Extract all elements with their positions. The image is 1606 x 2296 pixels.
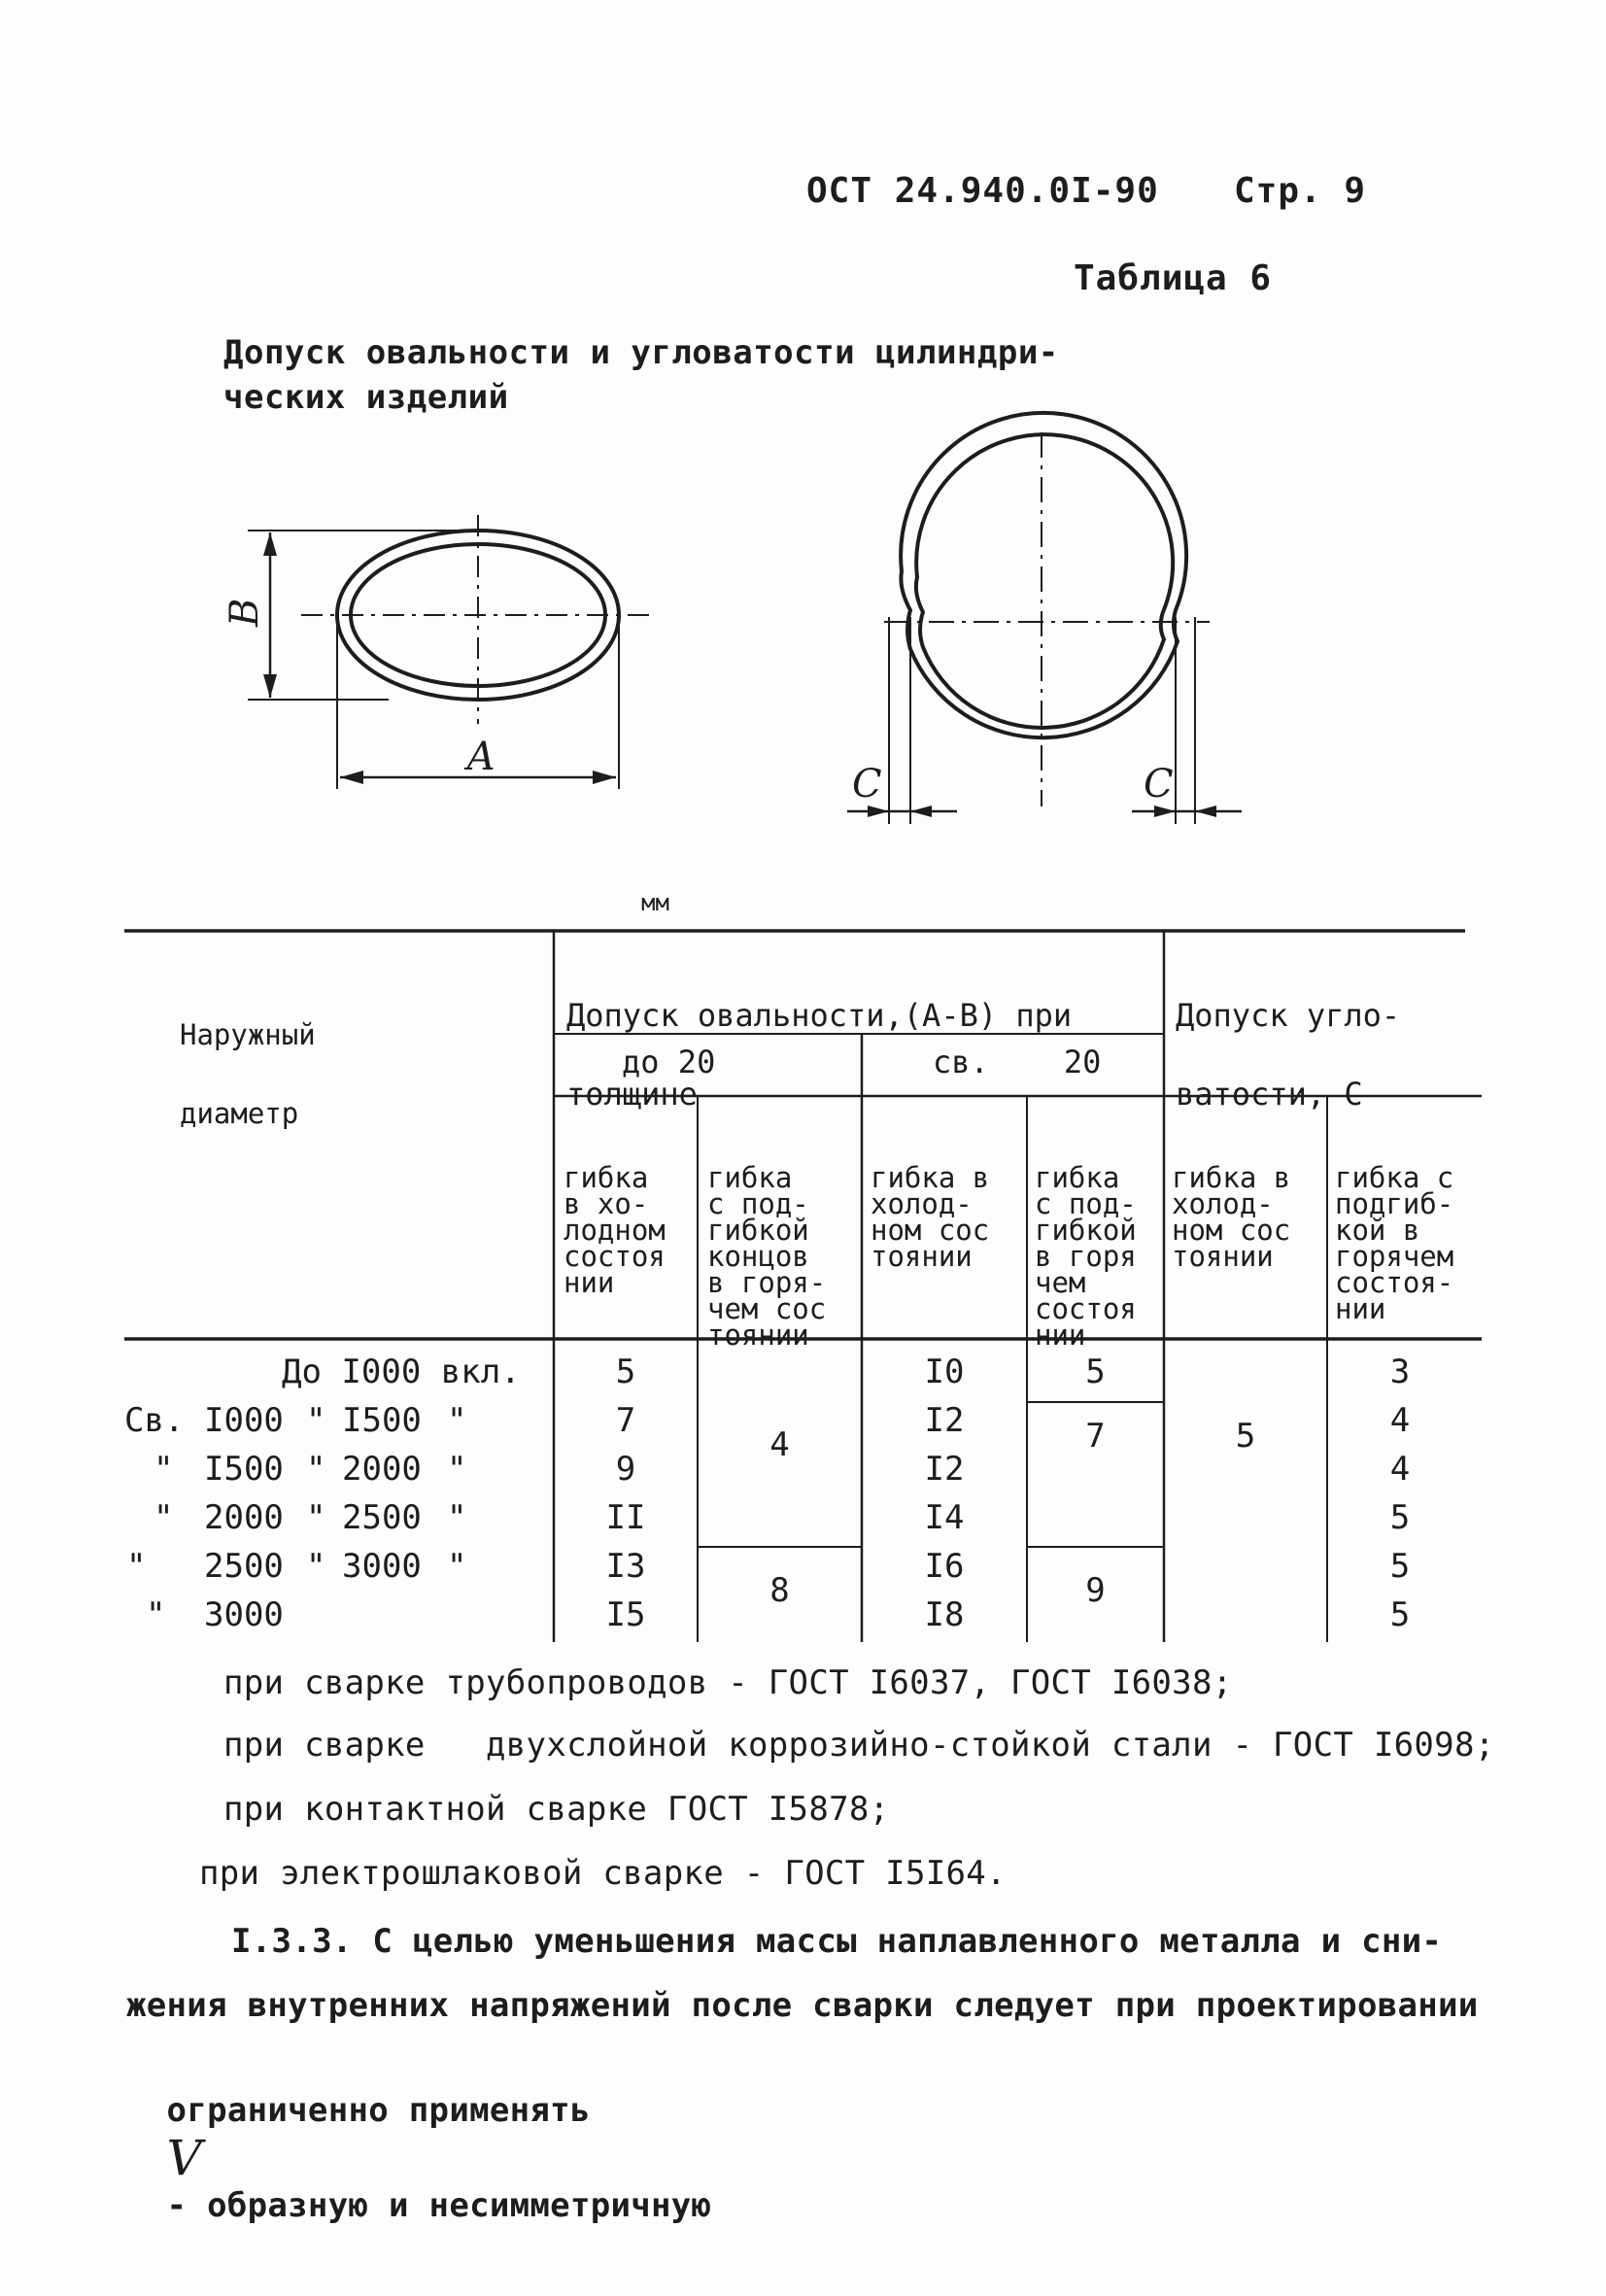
diameter-to: I500 bbox=[342, 1401, 422, 1440]
diameter-ditto: " bbox=[306, 1547, 326, 1586]
merged-hot-over20-b: 7 bbox=[1085, 1417, 1106, 1456]
diameter-prefix: Св. bbox=[124, 1401, 185, 1440]
merged-hot-over20-a: 5 bbox=[1085, 1353, 1106, 1391]
merged-hot-over20-c: 9 bbox=[1085, 1571, 1106, 1610]
header-hot-bending-3: гибка с подгиб- кой в горячем состоя- нии bbox=[1335, 1161, 1454, 1325]
header-ovality-tolerance: Допуск овальности,(А-В) при толщине bbox=[566, 997, 1073, 1113]
welding-standard-line-2: при сварке двухслойной коррозийно-стойкой стали - ГОСТ I6098; bbox=[223, 1726, 1495, 1765]
page-number: Стр. 9 bbox=[1234, 171, 1367, 211]
cell-cold-over20: I0 bbox=[924, 1353, 965, 1391]
diameter-ditto: " bbox=[306, 1498, 326, 1537]
diameter-ditto-end: " bbox=[447, 1450, 467, 1489]
label-a: А bbox=[466, 735, 496, 779]
cell-cold-over20: I2 bbox=[924, 1450, 965, 1489]
diameter-from: I000 bbox=[204, 1401, 284, 1440]
diameter-from: 2000 bbox=[204, 1498, 284, 1537]
header-cold-bending-3: гибка в холод- ном сос тоянии bbox=[1172, 1161, 1291, 1273]
diameter-prefix: " bbox=[154, 1450, 174, 1489]
cell-hot-angularity: 5 bbox=[1389, 1498, 1411, 1537]
diameter-from: I500 bbox=[204, 1450, 284, 1489]
oval-figure bbox=[248, 515, 656, 789]
circle-figure bbox=[847, 413, 1242, 824]
cell-cold-to20: II bbox=[605, 1498, 646, 1537]
diameter-from: 2500 bbox=[204, 1547, 284, 1586]
cell-cold-over20: I4 bbox=[924, 1498, 965, 1537]
cell-hot-angularity: 5 bbox=[1389, 1595, 1411, 1634]
welding-standard-line-3: при контактной сварке ГОСТ I5878; bbox=[223, 1790, 890, 1829]
cell-hot-angularity: 3 bbox=[1389, 1353, 1411, 1391]
header-hot-bending-2: гибка с под- гибкой в горя чем состоя нии bbox=[1035, 1161, 1137, 1352]
caption-line-2: ческих изделий bbox=[223, 378, 509, 417]
header-thickness-to-20: до 20 bbox=[622, 1044, 716, 1080]
merged-hot-to20-b: 8 bbox=[769, 1571, 790, 1610]
diameter-ditto-end: " bbox=[447, 1547, 467, 1586]
caption-line-1: Допуск овальности и угловатости цилиндри- bbox=[223, 333, 1059, 372]
header-cold-bending-2: гибка в холод- ном сос тоянии bbox=[871, 1161, 990, 1273]
diameter-from: 3000 bbox=[204, 1595, 284, 1634]
table-label: Таблица 6 bbox=[1074, 258, 1273, 298]
paragraph-line-1: I.3.3. С целью уменьшения массы наплавленного металла и сни- bbox=[231, 1922, 1443, 1961]
merged-hot-to20-a: 4 bbox=[769, 1425, 790, 1464]
diameter-prefix: " bbox=[126, 1547, 147, 1586]
label-c-right: С bbox=[1144, 762, 1174, 806]
diameter-to: 2500 bbox=[342, 1498, 422, 1537]
cell-cold-to20: I3 bbox=[605, 1547, 646, 1586]
cell-cold-over20: I2 bbox=[924, 1401, 965, 1440]
cell-cold-over20: I6 bbox=[924, 1547, 965, 1586]
diameter-ditto: " bbox=[306, 1450, 326, 1489]
cell-cold-to20: 5 bbox=[615, 1353, 636, 1391]
diameter-range: До I000 вкл. bbox=[282, 1353, 521, 1391]
diameter-to: 2000 bbox=[342, 1450, 422, 1489]
v-symbol: V bbox=[166, 2130, 202, 2186]
diameter-ditto: " bbox=[306, 1401, 326, 1440]
label-c-left: С bbox=[852, 762, 882, 806]
label-b: В bbox=[222, 598, 267, 627]
cell-cold-to20: I5 bbox=[605, 1595, 646, 1634]
header-angularity-tolerance: Допуск угло- ватости, С bbox=[1176, 997, 1401, 1113]
document-code: ОСТ 24.940.0I-90 bbox=[806, 171, 1159, 211]
welding-standard-line-4: при электрошлаковой сварке - ГОСТ I5I64. bbox=[199, 1854, 1007, 1893]
table-unit: мм bbox=[641, 889, 669, 916]
header-cold-bending-1: гибка в хо- лодном состоя нии bbox=[564, 1161, 666, 1299]
header-outer-diameter: Наружный диаметр bbox=[180, 1018, 316, 1130]
diameter-prefix: " bbox=[154, 1498, 174, 1537]
merged-cold-angularity: 5 bbox=[1235, 1417, 1256, 1456]
cell-cold-to20: 9 bbox=[615, 1450, 636, 1489]
diameter-ditto-end: " bbox=[447, 1401, 467, 1440]
diameter-ditto-end: " bbox=[447, 1498, 467, 1537]
paragraph-line-2: жения внутренних напряжений после сварки следует при проектировании bbox=[126, 1986, 1479, 2025]
diameter-prefix: " bbox=[146, 1595, 166, 1634]
cell-cold-to20: 7 bbox=[615, 1401, 636, 1440]
paragraph-line-3: ограниченно применять V - образную и несимметричную bbox=[166, 2091, 712, 2225]
cell-hot-angularity: 4 bbox=[1389, 1401, 1411, 1440]
cell-hot-angularity: 5 bbox=[1389, 1547, 1411, 1586]
diameter-to: 3000 bbox=[342, 1547, 422, 1586]
header-hot-bending-1: гибка с под- гибкой концов в горя- чем сос тоянии bbox=[707, 1161, 827, 1352]
header-thickness-over-20: св. 20 bbox=[933, 1044, 1102, 1080]
cell-hot-angularity: 4 bbox=[1389, 1450, 1411, 1489]
welding-standard-line-1: при сварке трубопроводов - ГОСТ I6037, ГОСТ I6038; bbox=[223, 1663, 1233, 1702]
cell-cold-over20: I8 bbox=[924, 1595, 965, 1634]
